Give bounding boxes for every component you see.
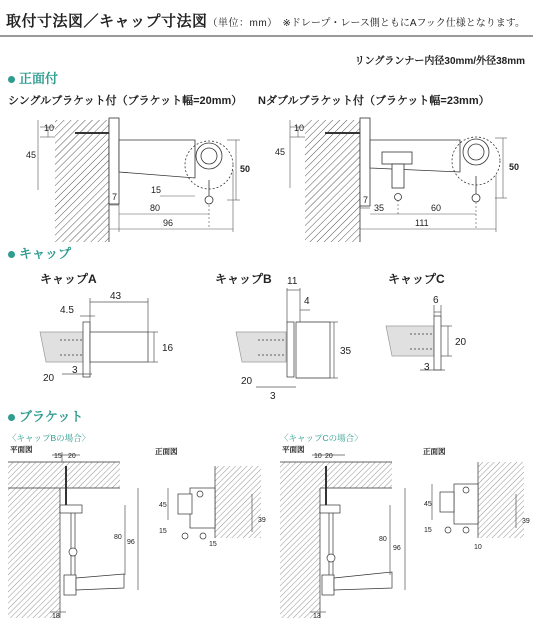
left-plan-label: 平面図 [10,445,33,454]
cap-c-dim-20: 20 [455,337,467,348]
section-bracket-label: ブラケット [19,409,84,424]
bf-dim-39: 39 [258,517,266,524]
cap-c-drawing [386,305,452,370]
dim-96-single: 96 [163,218,174,228]
left-front-label: 正面図 [155,447,178,456]
dim-45-double: 45 [275,147,286,157]
unit-label: （単位：mm） [207,18,278,29]
cap-b-dim-3: 3 [270,391,276,402]
rf-dim-10: 10 [474,544,482,551]
cap-b-case-caption: 〈キャップBの場合〉 [8,433,91,443]
br-dim-13: 13 [313,613,321,620]
hook-note: ※ドレープ・レース側ともにAフック仕様となります。 [282,18,525,29]
section-front [8,68,58,87]
cap-b-drawing [236,288,338,387]
bl-dim-18: 18 [52,613,60,620]
single-bracket-label: シングルブラケット付（ブラケット幅=20mm） [8,95,243,107]
double-bracket-label: Nダブルブラケット付（ブラケット幅=23mm） [258,95,490,107]
cap-a-drawing [40,298,158,377]
br-dim-96: 96 [393,545,401,552]
dim-80-single: 80 [150,203,161,213]
dim-7-single: 7 [112,192,118,202]
dim-45-single: 45 [26,150,37,160]
ring-runner-spec: リングランナー内径30mm/外径38mm [354,56,525,67]
cap-b-dim-11: 11 [287,276,298,287]
dim-15-single: 15 [151,185,162,195]
section-cap-label: キャップ [19,246,72,261]
bf-dim-15b: 15 [209,541,217,548]
bl-dim-20: 20 [68,453,76,460]
cap-a-dim-43: 43 [110,291,122,302]
dim-111-double: 111 [415,218,429,228]
bf-dim-15a: 15 [159,528,167,535]
rf-dim-45: 45 [424,501,432,508]
cap-c-dim-6: 6 [433,295,439,306]
double-bracket-drawing [305,118,500,242]
section-dot-icon [8,251,15,258]
cap-c-dim-3: 3 [424,362,430,373]
dim-10-single: 10 [44,123,55,133]
dim-7-double: 7 [363,195,369,205]
page-title: 取付寸法図／キャップ寸法図（単位：mm） [6,13,278,30]
bracket-left-front-drawing [168,466,261,539]
cap-a-dim-3: 3 [72,365,78,376]
bl-dim-96: 96 [127,539,135,546]
dim-50-single: 50 [240,164,251,174]
rf-dim-15: 15 [424,527,432,534]
section-bracket [8,406,83,425]
dim-10-double: 10 [294,123,305,133]
right-front-label: 正面図 [423,447,446,456]
bl-dim-80: 80 [114,534,122,541]
section-cap [8,243,71,262]
br-dim-10: 10 [314,453,322,460]
cap-a-dim-16: 16 [162,343,174,354]
cap-a-label: キャップA [40,272,97,286]
section-dot-icon [8,414,15,421]
section-front-label: 正面付 [19,71,59,86]
dim-60-double: 60 [431,203,442,213]
cap-b-label: キャップB [215,272,272,286]
cap-b-dim-35: 35 [340,346,352,357]
cap-c-label: キャップC [388,272,445,286]
section-dot-icon [8,76,15,83]
bf-dim-45: 45 [159,502,167,509]
right-plan-label: 平面図 [282,445,305,454]
cap-a-dim-45: 4.5 [60,305,74,316]
cap-b-dim-20: 20 [241,376,253,387]
br-dim-20: 20 [325,453,333,460]
cap-b-dim-4: 4 [304,296,310,307]
bracket-right-front-drawing [432,462,524,538]
bl-dim-15: 15 [54,453,62,460]
single-bracket-drawing [55,118,233,242]
br-dim-80: 80 [379,536,387,543]
dim-50-double: 50 [509,162,520,172]
dim-35-double: 35 [374,203,385,213]
rf-dim-39: 39 [522,518,530,525]
cap-a-dim-20: 20 [43,373,55,384]
cap-c-case-caption: 〈キャップCの場合〉 [280,433,363,443]
